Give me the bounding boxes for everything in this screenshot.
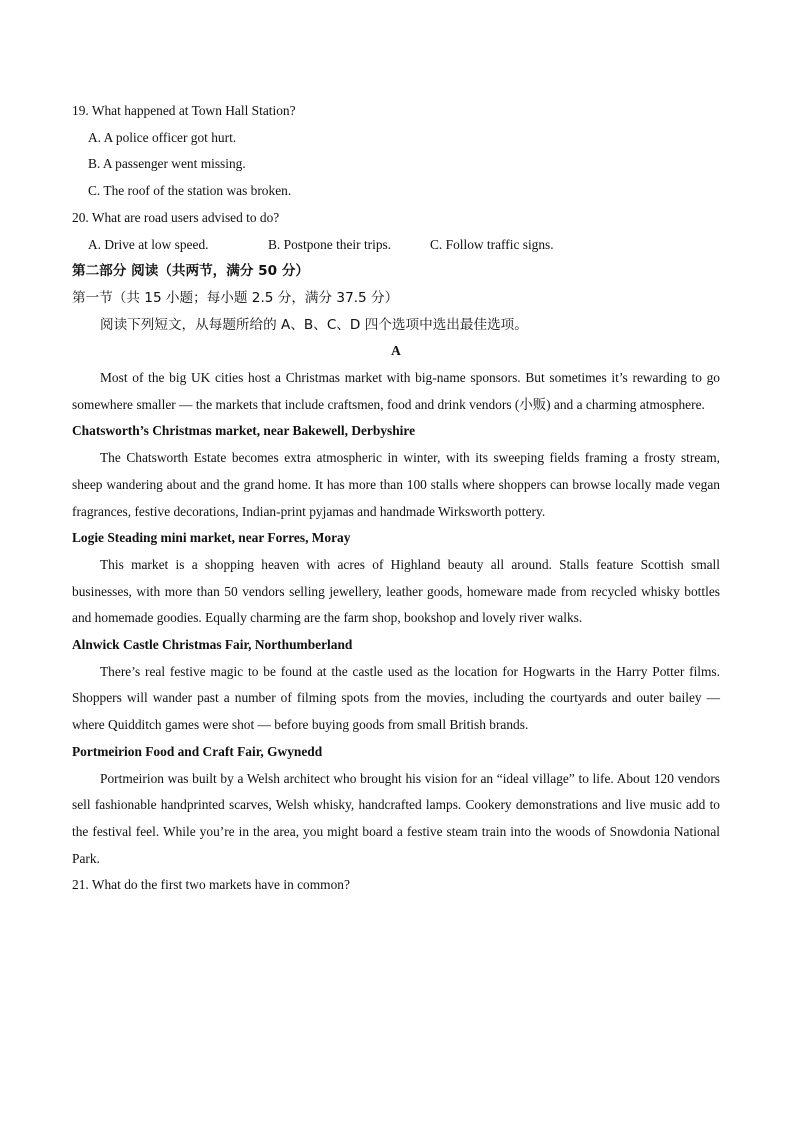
document-page [72,98,720,899]
market-text-portmeirion: Portmeirion was built by a Welsh architect who brought his vision for an “ideal village” to life. About 120 vendors sell fashionable handprinted scarves, Welsh whisky, handcrafted lamps. Cookery demonstrations and live music add to the festival feel. While you’re in the area, you might board a festive steam train into the woods of Snowdonia National Park. [72,770,720,866]
q20-option-c: C. Follow traffic signs. [430,236,554,252]
question-19: 19. What happened at Town Hall Station? [72,103,296,118]
passage-label: A [391,343,401,359]
section-one-title: 第一节（共 15 小题；每小题 2.5 分，满分 37.5 分） [72,289,399,306]
q19-option-a: A. A police officer got hurt. [88,129,237,145]
q20-options [72,232,720,259]
reading-instruction: 阅读下列短文，从每题所给的 A、B、C、D 四个选项中选出最佳选项。 [100,316,528,333]
market-heading-chatsworth: Chatsworth’s Christmas market, near Bakewell, Derbyshire [72,423,416,439]
q19-option-b: B. A passenger went missing. [88,156,246,172]
q19-option-c: C. The roof of the station was broken. [88,183,292,199]
market-text-alnwick: There’s real festive magic to be found at the castle used as the location for Hogwarts in the Harry Potter films. Shoppers will wander past a number of filming spots from the movies, including the courtyards and outer bailey — where Quidditch games were shot — before buying goods from small British brands. [72,663,720,733]
market-text-chatsworth: The Chatsworth Estate becomes extra atmospheric in winter, with its sweeping fields framing a frosty stream, sheep wandering about and the grand home. It has more than 100 stalls where shoppers can browse locally made vegan fragrances, festive decorations, Indian-print pyjamas and handmade Wirksworth pottery. [72,450,720,519]
q20-option-a: A. Drive at low speed. [88,236,209,252]
market-heading-alnwick: Alnwick Castle Christmas Fair, Northumberland [72,637,353,653]
market-heading-portmeirion: Portmeirion Food and Craft Fair, Gwynedd [72,743,323,759]
question-21: 21. What do the first two markets have in common? [72,877,350,893]
market-heading-logie: Logie Steading mini market, near Forres, Moray [72,530,351,546]
part-two-title: 第二部分 阅读（共两节，满分 50 分） [72,263,310,280]
passage-intro: Most of the big UK cities host a Christmas market with big-name sponsors. But sometimes it’s rewarding to go somewhere smaller — the markets that include craftsmen, food and drink vendors (小贩) and a charming atmosphere. [72,370,720,412]
q20-option-b: B. Postpone their trips. [268,236,392,252]
market-text-logie: This market is a shopping heaven with acres of Highland beauty all around. Stalls feature Scottish small businesses, with more than 50 vendors selling jewellery, leather goods, homeware made from recycled whisky bottles and homemade goodies. Equally charming are the farm shop, bookshop and lovely river walks. [72,556,720,626]
question-20: 20. What are road users advised to do? [72,209,280,225]
